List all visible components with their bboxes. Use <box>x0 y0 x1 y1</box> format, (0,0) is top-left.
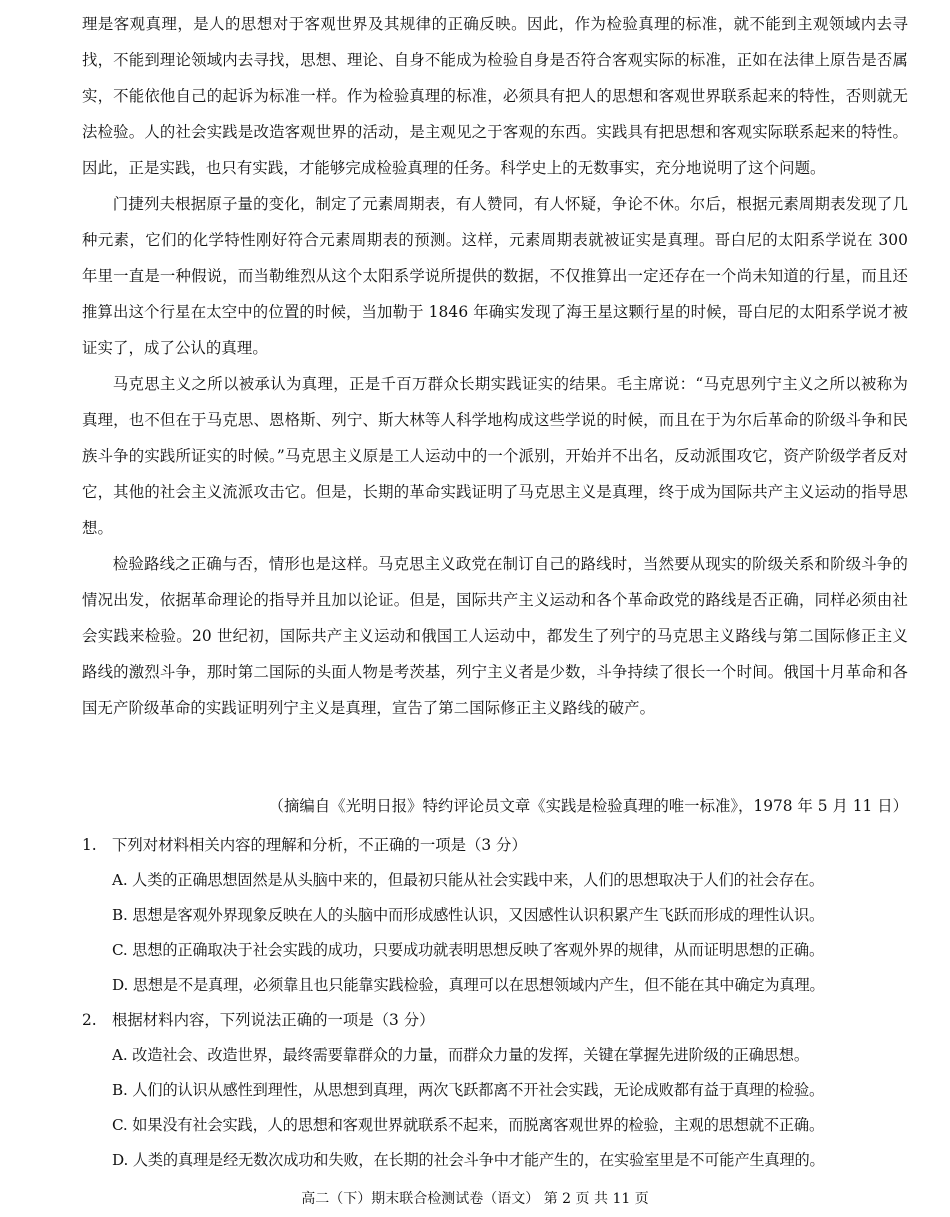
question-1-option-c: C. 思想的正确取决于社会实践的成功，只要成功就表明思想反映了客观外界的规律，从而证明思想的正确。 <box>112 941 825 959</box>
passage-paragraph-3: 马克思主义之所以被承认为真理，正是千百万群众长期实践证实的结果。毛主席说：“马克思列宁主义之所以被称为真理，也不但在于马克思、恩格斯、列宁、斯大林等人科学地构成这些学说的时候，而且在于为尔后革命的阶级斗争和民族斗争的实践所证实的时候。”马克思主义原是工人运动中的一个派别，开始并不出名，反动派围攻它，资产阶级学者反对它，其他的社会主义流派攻击它。但是，长期的革命实践证明了马克思主义是真理，终于成为国际共产主义运动的指导思想。 <box>82 375 908 537</box>
passage-source-citation: （摘编自《光明日报》特约评论员文章《实践是检验真理的唯一标准》，1978 年 5 月 11 日） <box>268 797 908 815</box>
question-2-option-b: B. 人们的认识从感性到理性，从思想到真理，两次飞跃都离不开社会实践，无论成败都有益于真理的检验。 <box>112 1081 825 1099</box>
question-2-stem <box>82 1003 912 1038</box>
passage-paragraph-4: 检验路线之正确与否，情形也是这样。马克思主义政党在制订自己的路线时，当然要从现实的阶级关系和阶级斗争的情况出发，依据革命理论的指导并且加以论证。但是，国际共产主义运动和各个革命政党的路线是否正确，同样必须由社会实践来检验。20 世纪初，国际共产主义运动和俄国工人运动中，都发生了列宁的马克思主义路线与第二国际修正主义路线的激烈斗争，那时第二国际的头面人物是考茨基，列宁主义者是少数，斗争持续了很长一个时间。俄国十月革命和各国无产阶级革命的实践证明列宁主义是真理，宣告了第二国际修正主义路线的破产。 <box>82 555 908 717</box>
question-2 <box>82 1003 912 1178</box>
question-2-option-c: C. 如果没有社会实践，人的思想和客观世界就联系不起来，而脱离客观世界的检验，主观的思想就不正确。 <box>112 1116 825 1134</box>
question-1-stem <box>82 828 912 863</box>
passage-paragraph-1: 理是客观真理，是人的思想对于客观世界及其规律的正确反映。因此，作为检验真理的标准，就不能到主观领域内去寻找，不能到理论领域内去寻找，思想、理论、自身不能成为检验自身是否符合客观实际的标准，正如在法律上原告是否属实，不能依他自己的起诉为标准一样。作为检验真理的标准，必须具有把人的思想和客观世界联系起来的特性，否则就无法检验。人的社会实践是改造客观世界的活动，是主观见之于客观的东西。实践具有把思想和客观实际联系起来的特性。因此，正是实践，也只有实践，才能够完成检验真理的任务。科学史上的无数事实，充分地说明了这个问题。 <box>82 15 908 177</box>
question-list <box>82 828 912 1178</box>
question-1-option-b: B. 思想是客观外界现象反映在人的头脑中而形成感性认识，又因感性认识积累产生飞跃而形成的理性认识。 <box>112 906 825 924</box>
question-1-text: 下列对材料相关内容的理解和分析，不正确的一项是（3 分） <box>112 836 527 854</box>
question-1 <box>82 828 912 1003</box>
question-2-text: 根据材料内容，下列说法正确的一项是（3 分） <box>112 1011 435 1029</box>
question-2-number: 2. <box>82 1011 97 1029</box>
question-1-number: 1. <box>82 836 97 854</box>
question-2-option-a: A. 改造社会、改造世界，最终需要靠群众的力量，而群众力量的发挥，关键在掌握先进阶级的正确思想。 <box>112 1046 809 1064</box>
reading-passage <box>82 6 908 726</box>
question-2-option-d: D. 人类的真理是经无数次成功和失败，在长期的社会斗争中才能产生的，在实验室里是不可能产生真理的。 <box>112 1151 825 1169</box>
passage-paragraph-2: 门捷列夫根据原子量的变化，制定了元素周期表，有人赞同，有人怀疑，争论不休。尔后，根据元素周期表发现了几种元素，它们的化学特性刚好符合元素周期表的预测。这样，元素周期表就被证实是真理。哥白尼的太阳系学说在 300 年里一直是一种假说，而当勒维烈从这个太阳系学说所提供的数据，不仅推算出一定还存在一个尚未知道的行星，而且还推算出这个行星在太空中的位置的时候，当加勒于 1846 年确实发现了海王星这颗行星的时候，哥白尼的太阳系学说才被证实了，成了公认的真理。 <box>82 195 908 357</box>
question-1-option-a: A. 人类的正确思想固然是从头脑中来的，但最初只能从社会实践中来，人们的思想取决于人们的社会存在。 <box>112 871 824 889</box>
question-1-option-d: D. 思想是不是真理，必须靠且也只能靠实践检验，真理可以在思想领域内产生，但不能在其中确定为真理。 <box>112 976 825 994</box>
page-footer: 高二（下）期末联合检测试卷（语文） 第 2 页 共 11 页 <box>301 1191 649 1207</box>
